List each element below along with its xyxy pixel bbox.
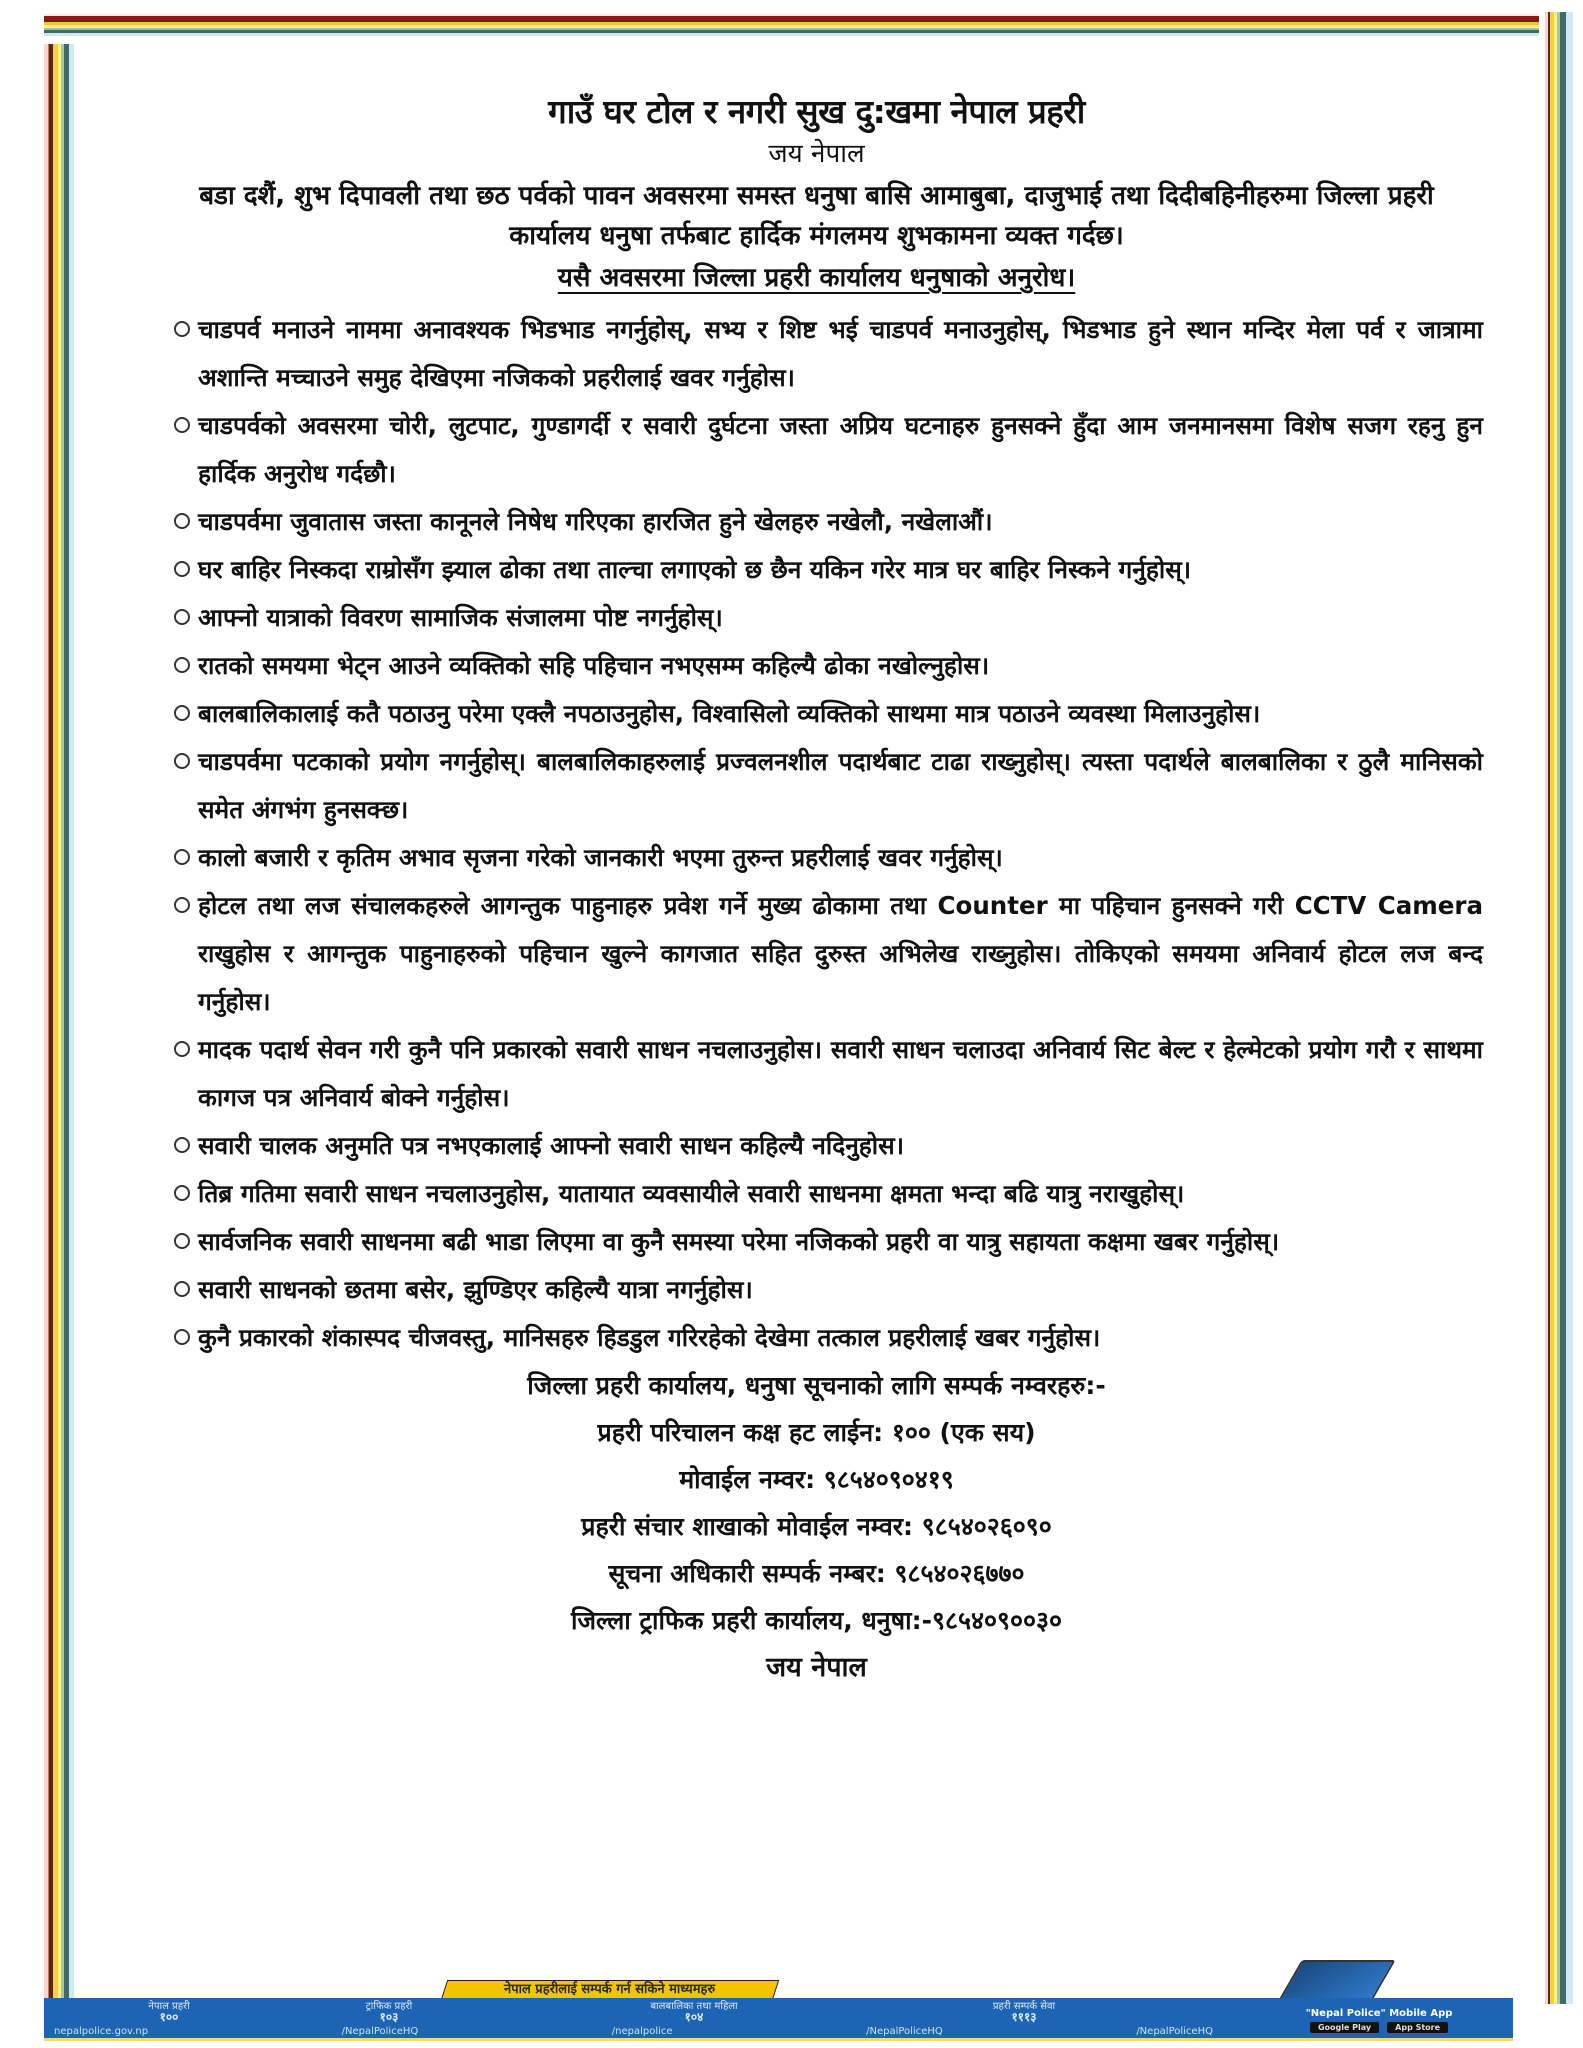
circle-bullet-icon bbox=[174, 609, 190, 625]
hotline-item bbox=[84, 2001, 254, 2023]
contact-traffic-office: जिल्ला ट्राफिक प्रहरी कार्यालय, धनुषा:-९८५४०९००३० bbox=[571, 1606, 1062, 1635]
list-item bbox=[150, 834, 1483, 882]
hotline-item bbox=[304, 2001, 474, 2023]
circle-bullet-icon bbox=[174, 1185, 190, 1201]
instagram-link[interactable]: /nepalpolice bbox=[611, 2026, 673, 2037]
hotline-number: १०३ bbox=[379, 2010, 399, 2024]
notice-text: बालबालिकालाई कतै पठाउनु परेमा एक्लै नपठाउनुहोस, विश्वासिलो व्यक्तिको साथमा मात्र पठाउने व्यवस्था मिलाउनुहोस। bbox=[198, 699, 1261, 728]
list-item bbox=[150, 594, 1483, 642]
list-item bbox=[150, 1170, 1483, 1218]
notice-text: होटल तथा लज संचालकहरुले आगन्तुक पाहुनाहरु प्रवेश गर्ने मुख्य ढोकामा तथा Counter मा पहिचान हुनसक्ने गरी CCTV Camera राखुहोस र आगन्तुक पाहुनाहरुको पहिचान खुल्ने कागजात सहित दुरुस्त अभिलेख राख्नुहोस। तोकिएको समयमा अनिवार्य होटल लज बन्द गर्नुहोस। bbox=[198, 891, 1483, 1016]
circle-bullet-icon bbox=[174, 321, 190, 337]
hotline-item bbox=[564, 2001, 824, 2023]
contact-communication-branch: प्रहरी संचार शाखाको मोवाईल नम्वर: ९८५४०२६०९० bbox=[581, 1512, 1052, 1541]
notice-text: सवारी साधनको छतमा बसेर, झुण्डिएर कहिल्यै यात्रा नगर्नुहोस। bbox=[198, 1275, 753, 1304]
website-link[interactable]: nepalpolice.gov.np bbox=[54, 2026, 149, 2037]
notice-text: चाडपर्व मनाउने नाममा अनावश्यक भिडभाड नगर्नुहोस्, सभ्य र शिष्ट भई चाडपर्व मनाउनुहोस्, भिडभाड हुने स्थान मन्दिर मेला पर्व र जात्रामा अशान्ति मच्चाउने समुह देखिएमा नजिकको प्रहरीलाई खवर गर्नुहोस। bbox=[198, 315, 1483, 392]
list-item bbox=[150, 1314, 1483, 1362]
list-item bbox=[150, 306, 1483, 402]
list-item bbox=[150, 402, 1483, 498]
notice-text: सार्वजनिक सवारी साधनमा बढी भाडा लिएमा वा कुनै समस्या परेमा नजिकको प्रहरी वा यात्रु सहायता कक्षमा खबर गर्नुहोस्। bbox=[198, 1227, 1280, 1256]
circle-bullet-icon bbox=[174, 1329, 190, 1345]
banner-bar bbox=[44, 1998, 1513, 2041]
notice-document bbox=[150, 90, 1483, 1691]
right-border-stripe bbox=[1545, 12, 1573, 2004]
page-subtitle: जय नेपाल bbox=[768, 139, 865, 169]
circle-bullet-icon bbox=[174, 1041, 190, 1057]
hotline-label: ट्राफिक प्रहरी bbox=[365, 2001, 413, 2012]
notice-list bbox=[150, 306, 1483, 1362]
top-border-stripe bbox=[44, 14, 1539, 36]
circle-bullet-icon bbox=[174, 897, 190, 913]
app-store-badge[interactable]: App Store bbox=[1387, 2022, 1448, 2033]
contact-information-officer: सूचना अधिकारी सम्पर्क नम्बर: ९८५४०२६७७० bbox=[608, 1559, 1025, 1588]
notice-text: कालो बजारी र कृतिम अभाव सृजना गरेको जानकारी भएमा तुरुन्त प्रहरीलाई खवर गर्नुहोस्। bbox=[198, 843, 1003, 872]
facebook-link[interactable]: /NepalPoliceHQ bbox=[341, 2026, 419, 2037]
circle-bullet-icon bbox=[174, 1281, 190, 1297]
greeting-message: बडा दशैं, शुभ दिपावली तथा छठ पर्वको पावन अवसरमा समस्त धनुषा बासि आमाबुबा, दाजुभाई तथा दिदीबहिनीहरुमा जिल्ला प्रहरी कार्यालय धनुषा तर्फबाट हार्दिक मंगलमय शुभकामना व्यक्त गर्दछ। bbox=[199, 181, 1434, 251]
circle-bullet-icon bbox=[174, 705, 190, 721]
contact-section bbox=[150, 1362, 1483, 1691]
google-play-badge[interactable]: Google Play bbox=[1310, 2022, 1379, 2033]
list-item bbox=[150, 1122, 1483, 1170]
notice-text: सवारी चालक अनुमति पत्र नभएकालाई आफ्नो सवारी साधन कहिल्यै नदिनुहोस। bbox=[198, 1131, 904, 1160]
circle-bullet-icon bbox=[174, 1233, 190, 1249]
hotline-number: १११३ bbox=[1011, 2010, 1037, 2024]
banner-tagline-text: नेपाल प्रहरीलाई सम्पर्क गर्न सकिने माध्यमहरु bbox=[504, 1982, 716, 1997]
contact-heading: जिल्ला प्रहरी कार्यालय, धनुषा सूचनाको लागि सम्पर्क नम्वरहरु:- bbox=[527, 1371, 1106, 1400]
list-item bbox=[150, 642, 1483, 690]
contact-hotline: प्रहरी परिचालन कक्ष हट लाईन: १०० (एक सय) bbox=[597, 1418, 1036, 1447]
notice-text: चाडपर्वको अवसरमा चोरी, लुटपाट, गुण्डागर्दी र सवारी दुर्घटना जस्ता अप्रिय घटनाहरु हुनसक्ने हुँदा आम जनमानसमा विशेष सजग रहनु हुन हार्दिक अनुरोध गर्दछौ। bbox=[198, 411, 1483, 488]
list-item bbox=[150, 546, 1483, 594]
social-links bbox=[54, 2026, 1213, 2037]
request-heading: यसै अवसरमा जिल्ला प्रहरी कार्यालय धनुषाको अनुरोध। bbox=[557, 263, 1076, 293]
list-item bbox=[150, 690, 1483, 738]
banner-tagline bbox=[441, 1980, 779, 2000]
closing-salutation: जय नेपाल bbox=[766, 1652, 867, 1683]
notice-text: तिब्र गतिमा सवारी साधन नचलाउनुहोस, यातायात व्यवसायीले सवारी साधनमा क्षमता भन्दा बढि यात्रु नराखुहोस्। bbox=[198, 1179, 1185, 1208]
left-border-stripe bbox=[44, 44, 74, 2004]
mobile-app-promo bbox=[1259, 2008, 1499, 2033]
list-item bbox=[150, 1266, 1483, 1314]
circle-bullet-icon bbox=[174, 753, 190, 769]
hotline-number: १०४ bbox=[684, 2010, 704, 2024]
hotline-label: नेपाल प्रहरी bbox=[148, 2001, 190, 2012]
list-item bbox=[150, 738, 1483, 834]
hotline-number: १०० bbox=[159, 2010, 179, 2024]
notice-text: रातको समयमा भेट्न आउने व्यक्तिको सहि पहिचान नभएसम्म कहिल्यै ढोका नखोल्नुहोस। bbox=[198, 651, 990, 680]
list-item bbox=[150, 882, 1483, 1026]
notice-text: चाडपर्वमा पटकाको प्रयोग नगर्नुहोस्। बालबालिकाहरुलाई प्रज्वलनशील पदार्थबाट टाढा राख्नुहोस्। त्यस्ता पदार्थले बालबालिका र ठुलै मानिसको समेत अंगभंग हुनसक्छ। bbox=[198, 747, 1483, 824]
hotline-label: बालबालिका तथा महिला bbox=[650, 2001, 738, 2012]
list-item bbox=[150, 1026, 1483, 1122]
notice-text: चाडपर्वमा जुवातास जस्ता कानूनले निषेध गरिएका हारजित हुने खेलहरु नखेलौ, नखेलाऔं। bbox=[198, 507, 993, 536]
twitter-link[interactable]: /NepalPoliceHQ bbox=[866, 2026, 943, 2037]
list-item bbox=[150, 1218, 1483, 1266]
hotline-item bbox=[924, 2001, 1124, 2023]
list-item bbox=[150, 498, 1483, 546]
hotline-label: प्रहरी सम्पर्क सेवा bbox=[992, 2001, 1056, 2012]
notice-text: आफ्नो यात्राको विवरण सामाजिक संजालमा पोष्ट नगर्नुहोस्। bbox=[198, 603, 723, 632]
circle-bullet-icon bbox=[174, 849, 190, 865]
circle-bullet-icon bbox=[174, 561, 190, 577]
page-title: गाउँ घर टोल र नगरी सुख दु:खमा नेपाल प्रहरी bbox=[548, 92, 1085, 131]
circle-bullet-icon bbox=[174, 513, 190, 529]
notice-text: घर बाहिर निस्कदा राम्रोसँग झ्याल ढोका तथा ताल्चा लगाएको छ छैन यकिन गरेर मात्र घर बाहिर निस्कने गर्नुहोस्। bbox=[198, 555, 1192, 584]
circle-bullet-icon bbox=[174, 1137, 190, 1153]
notice-text: कुनै प्रकारको शंकास्पद चीजवस्तु, मानिसहरु हिडडुल गरिरहेको देखेमा तत्काल प्रहरीलाई खबर गर्नुहोस। bbox=[198, 1323, 1101, 1352]
police-contact-banner bbox=[44, 1982, 1513, 2040]
youtube-link[interactable]: /NepalPoliceHQ bbox=[1136, 2026, 1213, 2037]
notice-text: मादक पदार्थ सेवन गरी कुनै पनि प्रकारको सवारी साधन नचलाउनुहोस। सवारी साधन चलाउदा अनिवार्य सिट बेल्ट र हेल्मेटको प्रयोग गरौ र साथमा कागज पत्र अनिवार्य बोक्ने गर्नुहोस। bbox=[198, 1035, 1483, 1112]
circle-bullet-icon bbox=[174, 657, 190, 673]
contact-mobile: मोवाईल नम्वर: ९८५४०९०४१९ bbox=[679, 1465, 954, 1494]
mobile-app-label: "Nepal Police" Mobile App bbox=[1305, 2008, 1453, 2019]
circle-bullet-icon bbox=[174, 417, 190, 433]
